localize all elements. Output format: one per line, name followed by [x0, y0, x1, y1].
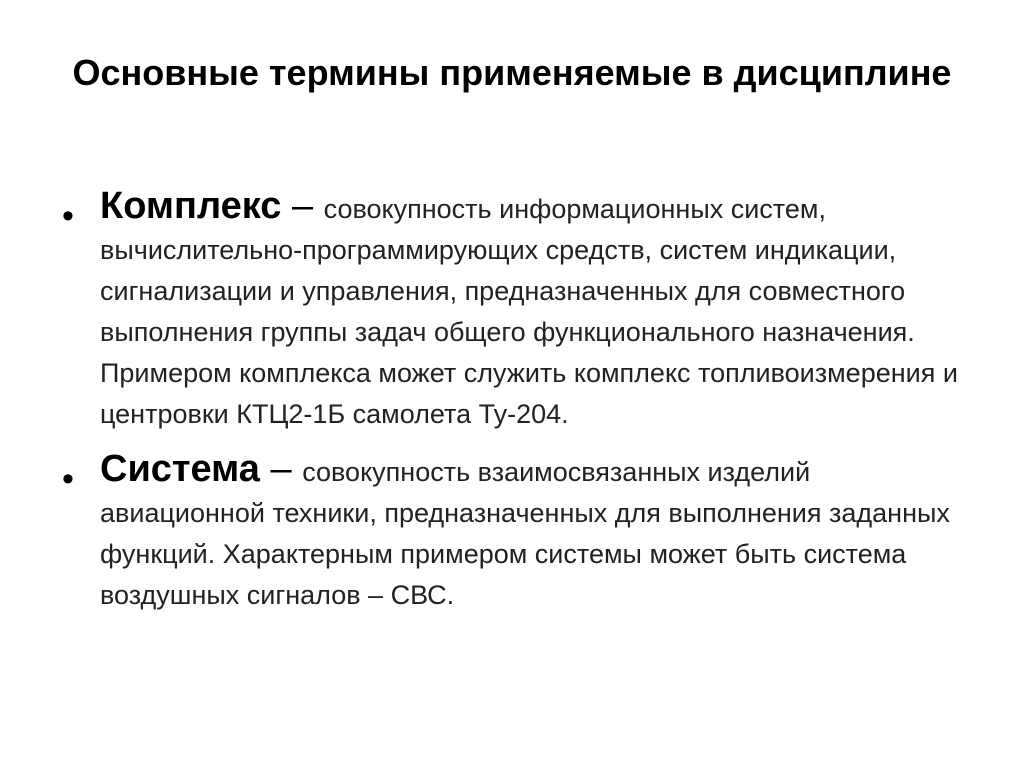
- term-label: Система: [100, 448, 260, 490]
- bullet-item-complex: [62, 186, 972, 435]
- bullet-list: [62, 186, 972, 630]
- term-definition: совокупность взаимосвязанных изделий авиационной техники, предназначенных для выполнения заданных функций. Характерным примером системы может быть система воздушных сигналов – СВС.: [100, 457, 950, 610]
- bullet-icon: •: [62, 197, 74, 235]
- bullet-item-system: [62, 449, 972, 616]
- bullet-icon: •: [62, 460, 74, 498]
- bullet-text: [100, 449, 972, 616]
- term-dash: –: [259, 448, 303, 490]
- bullet-text: [100, 186, 972, 435]
- term-dash: –: [281, 185, 324, 227]
- term-definition: совокупность информационных систем, вычислительно-программирующих средств, систем индикации, сигнализации и управления, предназначенных для совместного выполнения группы задач общего функционального назначения. Примером комплекса может служить комплекс топливоизмерения и центровки КТЦ2-1Б самолета Ту-204.: [100, 194, 958, 429]
- slide-title: Основные термины применяемые в дисциплине: [72, 52, 952, 93]
- term-label: Комплекс: [100, 185, 282, 227]
